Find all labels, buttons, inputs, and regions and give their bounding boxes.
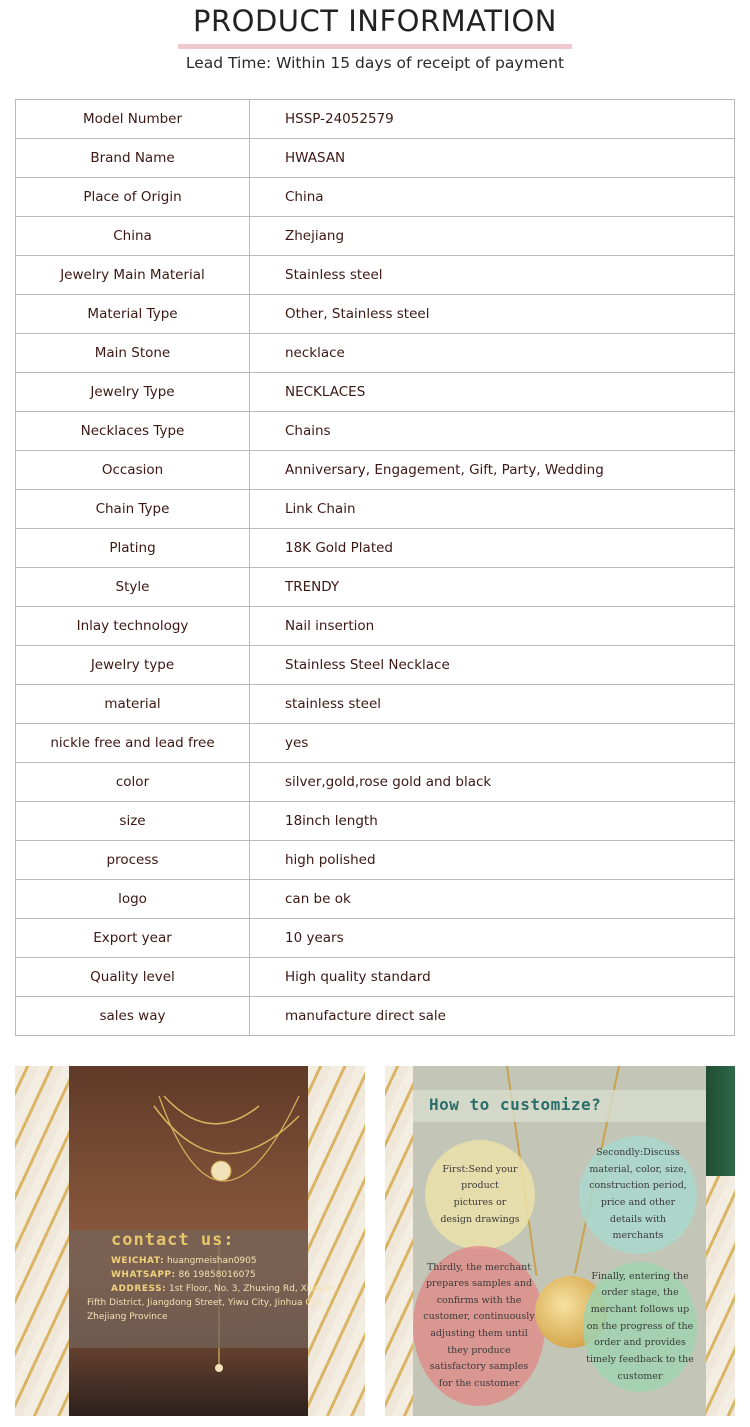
spec-row	[16, 841, 735, 880]
spec-value: Anniversary, Engagement, Gift, Party, Wedding	[250, 451, 735, 490]
address-line-1: 1st Floor, No. 3, Zhuxing Rd, Xiuwan	[169, 1284, 334, 1294]
spec-value: Stainless Steel Necklace	[250, 646, 735, 685]
spec-key: Model Number	[16, 100, 250, 139]
spec-key: Main Stone	[16, 334, 250, 373]
spec-key: Quality level	[16, 958, 250, 997]
step-1-text: First:Send your product pictures or design drawings	[440, 1163, 520, 1225]
spec-value: manufacture direct sale	[250, 997, 735, 1036]
spec-key: Brand Name	[16, 139, 250, 178]
step-4-bubble	[583, 1262, 697, 1392]
spec-key: Material Type	[16, 295, 250, 334]
spec-key: Inlay technology	[16, 607, 250, 646]
step-3-bubble	[413, 1246, 545, 1406]
spec-key: process	[16, 841, 250, 880]
chain-strip-right	[308, 1066, 365, 1416]
spec-row	[16, 178, 735, 217]
spec-value: TRENDY	[250, 568, 735, 607]
wechat-line	[111, 1256, 257, 1266]
spec-value: necklace	[250, 334, 735, 373]
spec-row	[16, 373, 735, 412]
address-label: ADDRESS:	[111, 1284, 167, 1294]
address-line-2: Fifth District, Jiangdong Street, Yiwu City, Jinhua City,	[87, 1298, 326, 1308]
contact-image	[15, 1066, 365, 1416]
spec-row	[16, 568, 735, 607]
spec-key: Place of Origin	[16, 178, 250, 217]
step-2-text: Secondly:Discuss material, color, size, construction period, price and other details with merchants	[589, 1147, 687, 1242]
spec-key: material	[16, 685, 250, 724]
wechat-value: huangmeishan0905	[166, 1256, 257, 1266]
spec-row	[16, 529, 735, 568]
spec-value: high polished	[250, 841, 735, 880]
spec-row	[16, 139, 735, 178]
spec-row	[16, 997, 735, 1036]
spec-value: Zhejiang	[250, 217, 735, 256]
spec-value: 18inch length	[250, 802, 735, 841]
chain-strip-left	[15, 1066, 69, 1416]
spec-value: silver,gold,rose gold and black	[250, 763, 735, 802]
spec-key: Occasion	[16, 451, 250, 490]
spec-row	[16, 295, 735, 334]
step-2-bubble	[579, 1136, 697, 1254]
spec-row	[16, 802, 735, 841]
whatsapp-value: 86 19858016075	[178, 1270, 256, 1280]
spec-key: Jewelry Type	[16, 373, 250, 412]
spec-row	[16, 451, 735, 490]
spec-value: can be ok	[250, 880, 735, 919]
spec-key: Jewelry Main Material	[16, 256, 250, 295]
spec-row	[16, 685, 735, 724]
spec-value: 18K Gold Plated	[250, 529, 735, 568]
spec-key: color	[16, 763, 250, 802]
page-title: PRODUCT INFORMATION	[193, 4, 557, 38]
spec-value: 10 years	[250, 919, 735, 958]
lead-time-text: Lead Time: Within 15 days of receipt of payment	[185, 54, 565, 72]
step-4-text: Finally, entering the order stage, the merchant follows up on the progress of the order and provides timely feedback to the customer	[586, 1270, 694, 1382]
spec-row	[16, 256, 735, 295]
spec-key: nickle free and lead free	[16, 724, 250, 763]
spec-key: Export year	[16, 919, 250, 958]
spec-value: HSSP-24052579	[250, 100, 735, 139]
spec-key: sales way	[16, 997, 250, 1036]
step-1-bubble	[425, 1140, 535, 1250]
whatsapp-line	[111, 1270, 256, 1280]
spec-row	[16, 217, 735, 256]
spec-value: yes	[250, 724, 735, 763]
spec-key: Chain Type	[16, 490, 250, 529]
spec-row	[16, 724, 735, 763]
spec-value: stainless steel	[250, 685, 735, 724]
chain-strip-right	[706, 1176, 735, 1416]
spec-key: Jewelry type	[16, 646, 250, 685]
address-line-3: Zhejiang Province	[87, 1312, 168, 1322]
spec-row	[16, 958, 735, 997]
spec-value: NECKLACES	[250, 373, 735, 412]
spec-value: Stainless steel	[250, 256, 735, 295]
spec-row	[16, 763, 735, 802]
chain-strip-left	[385, 1066, 413, 1416]
wechat-label: WEICHAT:	[111, 1256, 165, 1266]
product-spec-table	[15, 99, 735, 1036]
spec-key: logo	[16, 880, 250, 919]
spec-value: High quality standard	[250, 958, 735, 997]
title-underline	[178, 44, 572, 49]
spec-value: HWASAN	[250, 139, 735, 178]
spec-row	[16, 100, 735, 139]
leaf-decoration	[705, 1066, 735, 1176]
spec-value: Other, Stainless steel	[250, 295, 735, 334]
spec-key: Necklaces Type	[16, 412, 250, 451]
spec-value: Link Chain	[250, 490, 735, 529]
address-line	[111, 1284, 334, 1294]
spec-row	[16, 607, 735, 646]
customize-image	[385, 1066, 735, 1416]
spec-row	[16, 646, 735, 685]
spec-row	[16, 919, 735, 958]
customize-title: How to customize?	[429, 1095, 602, 1114]
spec-value: China	[250, 178, 735, 217]
spec-row	[16, 334, 735, 373]
spec-key: China	[16, 217, 250, 256]
contact-title: contact us:	[111, 1230, 235, 1250]
spec-value: Nail insertion	[250, 607, 735, 646]
step-3-text: Thirdly, the merchant prepares samples and confirms with the customer, continuously adjusting them until they produce satisfactory samples for the customer	[423, 1261, 535, 1389]
spec-value: Chains	[250, 412, 735, 451]
whatsapp-label: WHATSAPP:	[111, 1270, 176, 1280]
spec-row	[16, 490, 735, 529]
spec-row	[16, 412, 735, 451]
spec-key: Style	[16, 568, 250, 607]
spec-key: Plating	[16, 529, 250, 568]
spec-key: size	[16, 802, 250, 841]
spec-row	[16, 880, 735, 919]
